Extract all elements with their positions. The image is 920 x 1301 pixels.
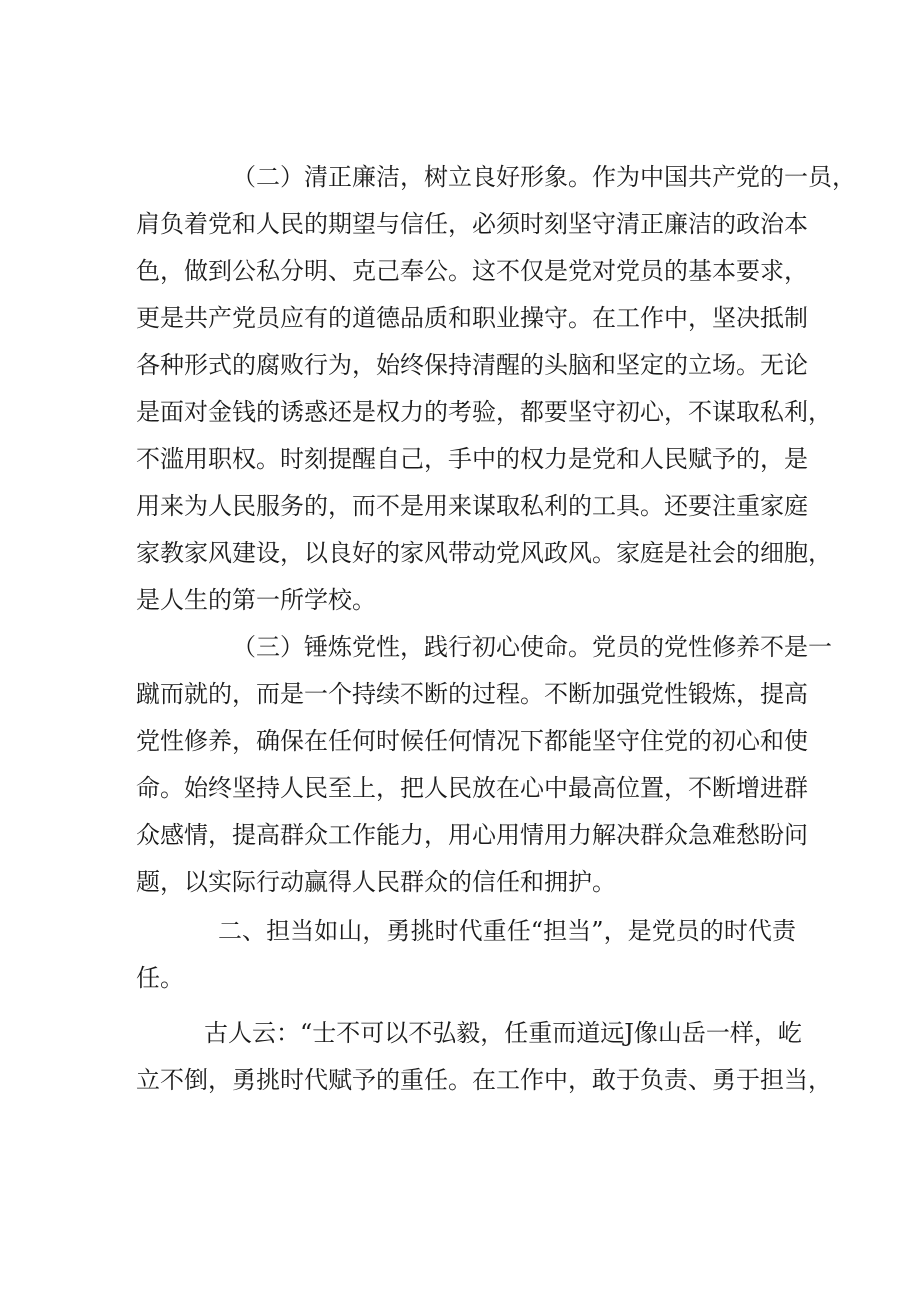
paragraph-1-line-4: 更是共产党员应有的道德品质和职业操守。在工作中，坚决抵制 — [136, 304, 808, 332]
paragraph-2-line-4: 命。始终坚持人民至上，把人民放在心中最高位置，不断增进群 — [136, 774, 808, 802]
paragraph-1-line-7: 不滥用职权。时刻提醒自己，手中的权力是党和人民赋予的，是 — [136, 445, 808, 473]
paragraph-1-line-8: 用来为人民服务的，而不是用来谋取私利的工具。还要注重家庭 — [136, 492, 808, 520]
section-heading-line-2: 任。 — [136, 964, 184, 992]
paragraph-4-line-1: 古人云：“士不可以不弘毅，任重而道远J像山岳一样，屹 — [204, 1019, 802, 1047]
paragraph-1-line-3: 色，做到公私分明、克己奉公。这不仅是党对党员的基本要求， — [136, 257, 808, 285]
paragraph-1-line-1: （二）清正廉洁，树立良好形象。作为中国共产党的一员， — [232, 163, 856, 191]
paragraph-2-line-1: （三）锤炼党性，践行初心使命。党员的党性修养不是一 — [232, 633, 832, 661]
paragraph-2-line-5: 众感情，提高群众工作能力，用心用情用力解决群众急难愁盼问 — [136, 821, 808, 849]
paragraph-2-line-3: 党性修养，确保在任何时候任何情况下都能坚守住党的初心和使 — [136, 727, 808, 755]
paragraph-1-line-10: 是人生的第一所学校。 — [136, 586, 376, 614]
paragraph-1-line-2: 肩负着党和人民的期望与信任，必须时刻坚守清正廉洁的政治本 — [136, 210, 808, 238]
paragraph-1-line-6: 是面对金钱的诱惑还是权力的考验，都要坚守初心，不谋取私利， — [136, 398, 832, 426]
paragraph-4-line-2: 立不倒，勇挑时代赋予的重任。在工作中，敢于负责、勇于担当， — [136, 1066, 832, 1094]
paragraph-1-line-5: 各种形式的腐败行为，始终保持清醒的头脑和坚定的立场。无论 — [136, 351, 808, 379]
paragraph-2-line-2: 蹴而就的，而是一个持续不断的过程。不断加强党性锻炼，提高 — [136, 680, 808, 708]
section-heading-line-1: 二、担当如山，勇挑时代重任“担当”，是党员的时代责 — [218, 917, 796, 945]
paragraph-2-line-6: 题，以实际行动赢得人民群众的信任和拥护。 — [136, 868, 616, 896]
paragraph-1-line-9: 家教家风建设，以良好的家风带动党风政风。家庭是社会的细胞， — [136, 539, 832, 567]
